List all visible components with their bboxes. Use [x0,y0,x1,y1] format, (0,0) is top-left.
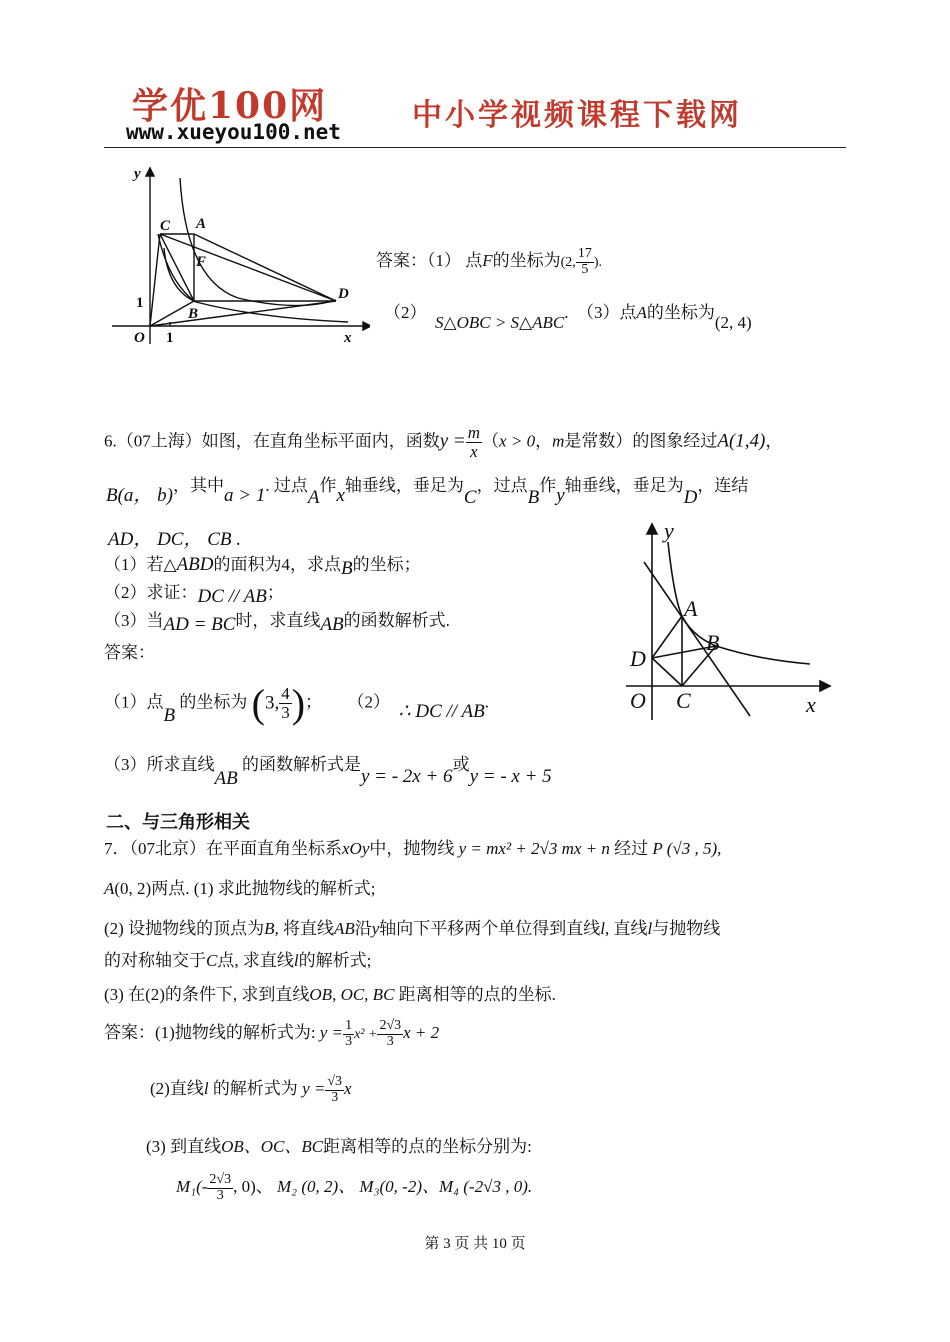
q6-p2-expr: DC // AB [197,586,267,607]
q7-l4-a: 的对称轴交于 [104,951,206,970]
q7-l4-b: 点, 求直线 [217,951,294,970]
logo-url: www.xueyou100.net [126,120,341,144]
q5-ans2-dot: . [564,303,569,322]
q6-l2-e: ，过点 [476,476,528,495]
q6-a1-fraction [279,685,292,722]
q6-l2-A: A [307,487,320,508]
q6-answer-label: 答案： [104,643,155,662]
q7-ans3-lines: OB、OC、BC [221,1137,324,1156]
q5-ans1-mid: 的坐标为 [492,251,561,270]
q6-l2-d: 轴垂线，垂足为 [344,476,464,495]
q7-line-1 [104,834,721,859]
q7-answer-2 [150,1074,352,1105]
fig2-seg-dc [652,658,682,686]
q6-a1-b: 的坐标为 [179,692,248,712]
q7-ans1-frac2 [377,1019,403,1049]
q7-l1-a: 7．（07北京）在平面直角坐标系 [104,839,342,858]
q6-a3-or: 或 [452,755,470,774]
fig1-label-a: A [196,216,207,232]
q7-l1-P: P (√3 , 5), [652,839,722,858]
q7-l5-a: (3) 在(2)的条件下, 求到直线 [104,985,310,1004]
q6-p1-b: 的面积为4，求点 [213,555,342,574]
q6-a1-num: 4 [281,684,290,704]
q7-ans2-num: √3 [327,1073,343,1089]
fig2-label-x: x [806,692,816,717]
q6-l2-c: 作 [319,476,337,495]
q7-ans1-tail: x + 2 [403,1023,440,1042]
q6-p2-a: （2）求证： [104,583,198,602]
q5-answer-2 [384,298,752,332]
q6-part-3 [104,606,450,635]
fig1-seg-cb [160,234,194,301]
q7-l2-A: A [104,879,115,898]
q7-ans3-a: (3) 到直线 [146,1137,222,1156]
q7-m1-frac [207,1173,233,1203]
q7-m1-a: M₁(- [176,1177,208,1196]
fig1-label-x: x [344,330,352,346]
q7-ans1-f1-num: 1 [345,1017,353,1033]
fig1-x-arrow [363,322,370,330]
fig1-curve-upper [180,178,336,306]
fig2-line-ab [644,562,750,716]
q6-part-2 [104,578,284,607]
q7-line-2 [104,874,376,899]
q6-l2-B: B(a， b) [106,485,174,506]
q6-l2-D: D [683,487,698,508]
q7-ans2-x: x [344,1079,352,1098]
q6-a1-B: B [163,705,176,727]
q5-ans1-fraction [576,247,594,277]
q7-l1-xoy: xOy [342,839,370,858]
q7-l3-a: (2) 设抛物线的顶点为 [104,919,265,938]
page-footer: 第 3 页 共 10 页 [424,1236,526,1252]
q5-ans3-mid: 的坐标为 [646,303,715,322]
q6-p3-AB: AB [320,614,344,635]
q6-line-1 [104,424,782,461]
q7-l1-c: 经过 [614,839,649,858]
fig2-label-d: D [630,646,646,671]
fig2-label-o: O [630,688,646,713]
fig2-label-b: B [706,630,720,655]
q6-a1-rparen: ) [291,681,306,726]
q6-l1-d: 是常数）的图象经过 [564,431,718,451]
q6-a1-den: 3 [281,703,290,722]
q6-p1-B: B [341,558,353,579]
q7-answer-3 [146,1132,532,1157]
q5-ans3-text: （3）点 [576,303,637,322]
q6-p2-b: ； [266,583,284,602]
q6-a1-a: （1）点 [104,692,164,712]
header-divider [104,147,846,148]
fig1-seg-od [150,301,336,326]
q6-a3-eq1: y = - 2x + 6 [360,766,453,787]
q7-ans1-f1-den: 3 [345,1033,353,1049]
q7-l3-b: 将直线 [282,919,334,938]
site-slogan: 中小学视频课程下载网 [412,98,742,133]
q7-ans2-y: y = [302,1079,326,1098]
q7-ans1-x2: x² + [354,1027,378,1042]
q7-m3: M₃(0, -2)、 [359,1177,439,1196]
q6-a1-lparen: ( [251,681,265,726]
q7-l3-d: 轴向下平移两个单位得到直线 [379,919,601,938]
q7-ans1-f2-num: 2√3 [379,1017,402,1033]
q6-l2-cond: a > 1 [224,485,266,506]
q6-l1-e: ， [765,431,783,451]
q7-l5-b: 距离相等的点的坐标. [398,985,556,1004]
q6-l1-y: y = [439,430,466,452]
q7-m1-num: 2√3 [209,1171,232,1187]
q5-ans1-coord-a: (2, [560,255,576,270]
fig1-label-y: y [134,166,141,182]
fig2-x-arrow [820,681,830,691]
q7-answer-points [176,1172,532,1203]
q5-answer-1 [376,246,602,277]
q6-l2-C: C [463,487,477,508]
q6-a2-dot: . [484,692,489,712]
q6-p3-expr: AD = BC [163,614,236,635]
fig1-label-f: F [196,254,207,270]
fig1-label-d: D [338,286,349,302]
q6-l1-b: （ [482,431,500,451]
q5-ans3-A: A [636,303,647,322]
q7-m1-b: , 0)、 [233,1177,273,1196]
q6-l2-x: x [336,485,345,506]
fig2-label-a: A [684,596,698,621]
q7-l3-AB: AB [333,919,355,938]
q7-m1-den: 3 [216,1187,224,1203]
q7-l3-f: 与抛物线 [652,919,721,938]
q5-ans1-F: F [482,251,493,270]
fig1-label-one-x: 1 [166,330,174,346]
q7-answer-1 [104,1018,439,1049]
q7-l3-y: y [371,919,380,938]
q6-line-2 [106,470,749,508]
fig1-seg-ad [194,234,336,301]
q7-ans1-y: y = [319,1023,344,1042]
fig1-label-b: B [188,306,199,322]
q6-p3-a: （3）当 [104,611,164,630]
q5-ans1-coord-b: ). [593,255,602,270]
q6-l2-B2: B [527,487,540,508]
q7-l4-l: l [293,951,299,970]
fig1-label-o: O [134,330,145,346]
q7-l1-b: 中，抛物线 [369,839,455,858]
fig2-seg-ad [652,616,682,658]
q7-l1-eq: y = mx² + 2√3 mx + n [458,839,610,858]
q6-a3-AB: AB [214,768,238,789]
fig1-seg-cd [160,234,336,301]
q6-l2-h: ，连结 [697,476,749,495]
q7-ans1-frac1 [343,1019,354,1049]
q6-l1-frac-den: x [470,441,478,461]
q5-ans1-num: 17 [577,245,592,261]
q6-l1-c: ， [535,431,553,451]
fig1-seg-oc [150,234,160,326]
q7-l3-e: 直线 [613,919,648,938]
q7-l3-l: l, [600,919,610,938]
q6-l1-m: m [552,431,565,451]
q7-ans2-den: 3 [331,1089,339,1105]
q7-l4-c: 的解析式; [298,951,372,970]
q7-l3-c: 沿 [354,919,372,938]
q6-a1-c: ； [305,692,323,712]
q7-line-5 [104,980,556,1005]
q6-a2-a: （2） [347,692,391,712]
q6-a2-expr: ∴ DC // AB [398,701,485,723]
section-2-title: 二、与三角形相关 [106,812,250,833]
q6-part-1 [104,550,421,579]
fig2-label-c: C [676,688,691,713]
q6-l2-y: y [556,485,565,506]
figure-2 [620,518,840,724]
q5-ans2-prefix: （2） [384,303,427,322]
q7-l4-C: C [206,951,218,970]
q5-ans1-prefix: 答案：（1） 点 [376,251,483,270]
q5-ans3-coord: (2, 4) [714,313,752,332]
q6-a3-a: （3）所求直线 [104,755,215,774]
logo-title: 学优100网 [132,85,328,127]
q6-l1-cond: x > 0 [499,431,536,451]
q7-l3-B: B, [264,919,279,938]
q7-ans2-a: (2)直线 [150,1079,204,1098]
q7-ans1-f2-den: 3 [386,1033,394,1049]
figure-1 [108,160,370,350]
q6-l2-b: . 过点 [265,476,308,495]
q6-l1-a: 6.（07上海）如图，在直角坐标平面内，函数 [104,431,440,451]
q6-l1-frac-num: m [467,423,481,442]
q6-answer-1 [104,680,489,727]
q5-ans2-expr: S△OBC > S△ABC [435,313,565,332]
fig1-label-one-y: 1 [136,295,144,311]
q7-ans2-frac [325,1075,344,1105]
q7-ans3-b: 距离相等的点的坐标分别为: [323,1137,532,1156]
q7-line-3 [104,914,720,939]
q6-p3-c: 的函数解析式. [343,611,450,630]
q6-l2-g: 轴垂线，垂足为 [564,476,684,495]
fig1-y-arrow [146,168,154,176]
q7-l5-lines: OB, OC, BC [309,985,395,1004]
q6-l1-fraction [466,424,482,461]
q6-l1-A: A(1,4) [717,430,766,452]
q7-m4: M₄ (-2√3 , 0). [438,1177,533,1196]
q6-p1-ABD: ABD [176,554,214,575]
q6-a1-open: 3, [264,692,280,714]
q6-p1-c: 的坐标； [352,555,421,574]
q6-p3-b: 时，求直线 [235,611,321,630]
q7-ans-label: 答案：(1)抛物线的解析式为: [104,1023,316,1042]
q5-ans1-den: 5 [581,261,589,277]
q6-l2-a: ，其中 [173,476,225,495]
q6-l2-f: 作 [539,476,557,495]
q7-l2-a: (0, 2)两点. (1) 求此抛物线的解析式; [114,879,376,898]
fig2-label-y: y [664,518,674,543]
q6-a3-b: 的函数解析式是 [241,755,361,774]
fig1-label-c: C [160,218,171,234]
q6-line-3: AD， DC， CB . [108,529,242,550]
q7-line-4 [104,946,371,971]
q7-l3-l2: l [647,919,653,938]
fig2-y-arrow [647,524,657,534]
q7-ans2-b: 的解析式为 [212,1079,298,1098]
q6-p1-a: （1）若△ [104,555,177,574]
q7-ans2-l: l [203,1079,209,1098]
q6-a3-eq2: y = - x + 5 [469,766,552,787]
q7-m2: M₂ (0, 2)、 [277,1177,356,1196]
q6-answer-3 [104,750,552,789]
